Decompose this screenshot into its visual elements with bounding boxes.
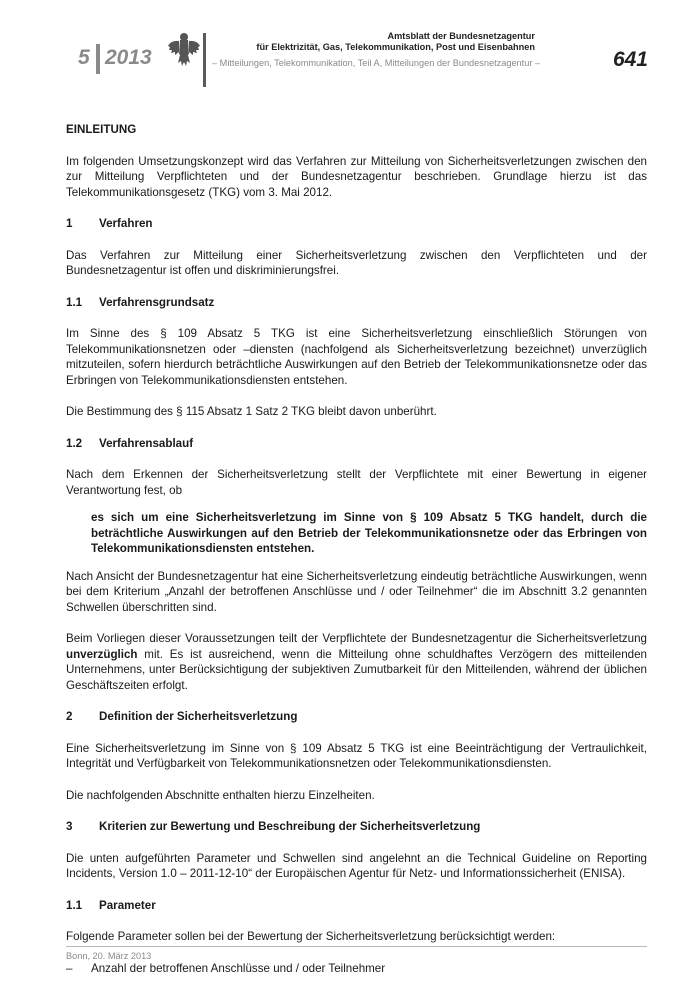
federal-eagle-icon — [167, 30, 201, 70]
section-number: 3 — [66, 820, 73, 833]
list-item-text: Anzahl der betroffenen Anschlüsse und / oder Teilnehmer — [91, 961, 386, 975]
issue-divider — [96, 44, 100, 74]
paragraph: Nach dem Erkennen der Sicherheitsverletzung stellt der Verpflichtete mit einer Bewertung in eigener Verantwortung fest, ob — [66, 468, 647, 497]
section-heading-1-1 — [66, 295, 647, 311]
footer-rule — [66, 946, 647, 947]
paragraph: Die nachfolgenden Abschnitte enthalten hierzu Einzelheiten. — [66, 788, 375, 802]
paragraph — [66, 631, 647, 693]
section-number: 1.1 — [66, 295, 83, 309]
paragraph: Das Verfahren zur Mitteilung einer Sicherheitsverletzung zwischen den Verpflichteten und der Bundesnetzagentur ist offen und diskriminierungsfrei. — [66, 248, 647, 277]
list-dash: – — [66, 961, 73, 975]
issue-year: 2013 — [105, 46, 152, 69]
section-number: 2 — [66, 710, 73, 723]
list-item — [66, 961, 647, 977]
section-subtitle: – Mitteilungen, Telekommunikation, Teil A, Mitteilungen der Bundesnetzagentur – — [212, 58, 541, 68]
section-title: Definition der Sicherheitsverletzung — [99, 710, 298, 723]
section-title: Verfahren — [99, 217, 153, 230]
intro-paragraph: Im folgenden Umsetzungskonzept wird das Verfahren zur Mitteilung von Sicherheitsverletzungen zwischen den zur Mitteilung Verpflichteten und der Bundesnetzagentur beschrieben. Grundlage hierzu ist das Telekommunikationsgesetz (TKG) vom 3. Mai 2012. — [66, 154, 647, 199]
publisher-line-2: für Elektrizität, Gas, Telekommunikation, Post und Eisenbahnen — [256, 42, 535, 52]
page-header — [0, 0, 700, 90]
paragraph: Im Sinne des § 109 Absatz 5 TKG ist eine Sicherheitsverletzung einschließlich Störungen von Telekommunikationsnetzen oder –diensten (nachfolgend als Sicherheitsverletzung bezeichnet) unverzüglich mitzuteilen, sofern hierdurch beträchtliche Auswirkungen auf den Betrieb der Telekommunikationsnetze oder das Erbringen von Telekommunikationsdiensten entstehen. — [66, 327, 647, 387]
paragraph: Nach Ansicht der Bundesnetzagentur hat eine Sicherheitsverletzung eindeutig beträchtliche Auswirkungen, wenn bei dem Kriterium „Anzahl der betroffenen Anschlüsse und / oder Teilnehmer“ die im Abschnitt 3.2 genannten Schwellen überschritten sind. — [66, 569, 647, 614]
section-heading-2 — [66, 709, 647, 725]
publisher-title — [200, 31, 535, 53]
section-heading-parameter — [66, 898, 647, 914]
issue-number: 5 — [78, 46, 90, 69]
section-title: Verfahrensgrundsatz — [99, 295, 215, 309]
section-number: 1 — [66, 217, 73, 230]
section-heading-1 — [66, 216, 647, 232]
section-title: Parameter — [99, 898, 156, 912]
section-heading-3 — [66, 819, 647, 835]
section-number: 1.1 — [66, 898, 83, 912]
text-run: mit. Es ist ausreichend, wenn die Mitteilung ohne schuldhaftes Verzögern des mitteilenden Unternehmens, unter Berücksichtigung der subjektiven Zumutbarkeit für den Mitteilenden, während der üblichen Geschäftszeiten erfolgt. — [66, 647, 647, 692]
section-number: 1.2 — [66, 436, 83, 450]
paragraph: Eine Sicherheitsverletzung im Sinne von § 109 Absatz 5 TKG ist eine Beeinträchtigung der Vertraulichkeit, Integrität und Verfügbarkeit von Telekommunikationsnetzen oder Telekommunikationsdiensten. — [66, 741, 647, 770]
text-run: Beim Vorliegen dieser Voraussetzungen teilt der Verpflichtete der Bundesnetzagentur die Sicherheitsverletzung — [66, 632, 647, 645]
paragraph: Die Bestimmung des § 115 Absatz 1 Satz 2 TKG bleibt davon unberührt. — [66, 405, 437, 418]
intro-heading: EINLEITUNG — [66, 123, 137, 136]
section-title: Verfahrensablauf — [99, 436, 194, 450]
bold-term: unverzüglich — [66, 647, 138, 661]
footer-place-date: Bonn, 20. März 2013 — [66, 951, 152, 961]
document-body — [66, 122, 647, 976]
page-number: 641 — [612, 48, 648, 71]
publisher-line-1: Amtsblatt der Bundesnetzagentur — [387, 31, 535, 41]
emphasized-criterion: es sich um eine Sicherheitsverletzung im Sinne von § 109 Absatz 5 TKG handelt, durch die beträchtliche Auswirkungen auf den Betrieb der Telekommunikationsnetze oder das Erbringen von Telekommunikationsdiensten entstehen. — [91, 511, 647, 555]
paragraph: Folgende Parameter sollen bei der Bewertung der Sicherheitsverletzung berücksichtigt werden: — [66, 930, 556, 943]
section-heading-1-2 — [66, 436, 647, 452]
section-title: Kriterien zur Bewertung und Beschreibung der Sicherheitsverletzung — [99, 820, 481, 833]
paragraph: Die unten aufgeführten Parameter und Schwellen sind angelehnt an die Technical Guideline on Reporting Incidents, Version 1.0 – 2011-12-10“ der Europäischen Agentur für Netz- und Informationssicherheit (ENISA). — [66, 851, 647, 880]
